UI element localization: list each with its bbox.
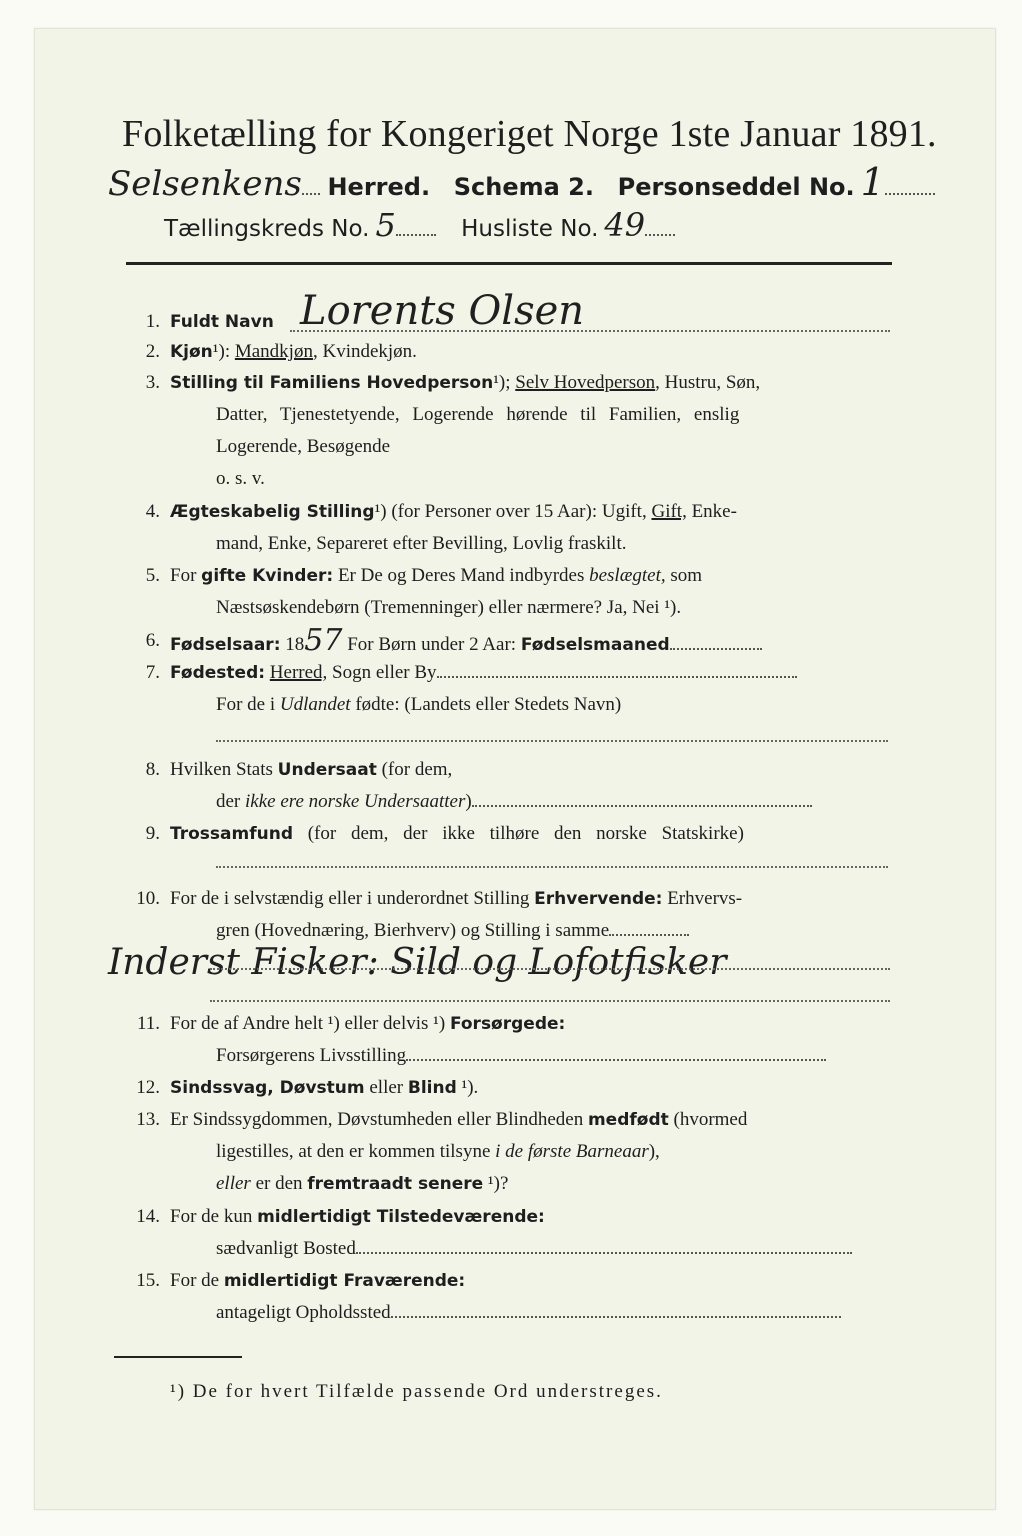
personseddel-label: Personseddel No.	[617, 173, 855, 201]
personseddel-number: 1	[860, 160, 885, 204]
q4-selected-option: Gift,	[651, 501, 687, 522]
form-title: Folketælling for Kongeriget Norge 1ste Januar 1891.	[122, 113, 937, 155]
q7-line2: For de i Udlandet fødte: (Landets eller Stedets Navn)	[216, 694, 622, 715]
q10-line2: gren (Hovednæring, Bierhverv) og Stilling i samme	[216, 919, 689, 943]
kreds-line	[164, 206, 675, 244]
q3-line4: o. s. v.	[216, 468, 265, 489]
q6-year-handwritten: 57	[304, 623, 343, 658]
husliste-label: Husliste No.	[461, 216, 599, 242]
herred-handwritten: Selsenkens	[108, 164, 302, 204]
q7-selected-option: Herred,	[269, 662, 328, 683]
q2-selected-option: Mandkjøn	[234, 341, 313, 362]
q15-line2: antageligt Opholdssted	[216, 1301, 841, 1325]
q10-dotline-1	[210, 968, 890, 970]
q5-line2: Næstsøskendebørn (Tremenninger) eller nærmere? Ja, Nei ¹).	[216, 597, 682, 618]
q13-line2: ligestilles, at den er kommen tilsyne i de første Barneaar),	[216, 1141, 660, 1162]
q3-line3: Logerende, Besøgende	[216, 436, 391, 457]
q14-line2: sædvanligt Bosted	[216, 1237, 852, 1261]
q8-line2: der ikke ere norske Undersaatter)	[216, 790, 812, 814]
q10-dotline-2	[210, 1000, 890, 1002]
kreds-number: 5	[375, 206, 396, 244]
husliste-number: 49	[604, 206, 646, 244]
footnote: ¹) De for hvert Tilfælde passende Ord understreges.	[170, 1381, 663, 1402]
header-rule	[126, 262, 892, 265]
q9-dotline	[216, 866, 888, 868]
q1-label: Fuldt Navn	[170, 312, 274, 332]
schema-label: Schema 2.	[453, 173, 594, 201]
herred-line	[108, 160, 935, 204]
q10-occupation-handwritten: Inderst Fisker: Sild og Lofotfisker	[108, 942, 727, 983]
q1-name-handwritten: Lorents Olsen	[300, 288, 585, 334]
q1-dotline	[290, 330, 890, 332]
q13-line3: eller er den fremtraadt senere ¹)?	[216, 1173, 509, 1194]
q3-selected-option: Selv Hovedperson	[515, 372, 656, 393]
q7-dotline	[216, 740, 888, 742]
q11-line2: Forsørgerens Livsstilling	[216, 1044, 826, 1068]
q4-line2: mand, Enke, Separeret efter Bevilling, Lovlig fraskilt.	[216, 533, 627, 554]
footnote-rule	[114, 1356, 242, 1358]
q3-line2: Datter, Tjenestetyende, Logerende hørende til Familien, enslig	[216, 404, 740, 425]
kreds-label: Tællingskreds No.	[164, 216, 370, 242]
herred-label: Herred.	[327, 173, 431, 201]
